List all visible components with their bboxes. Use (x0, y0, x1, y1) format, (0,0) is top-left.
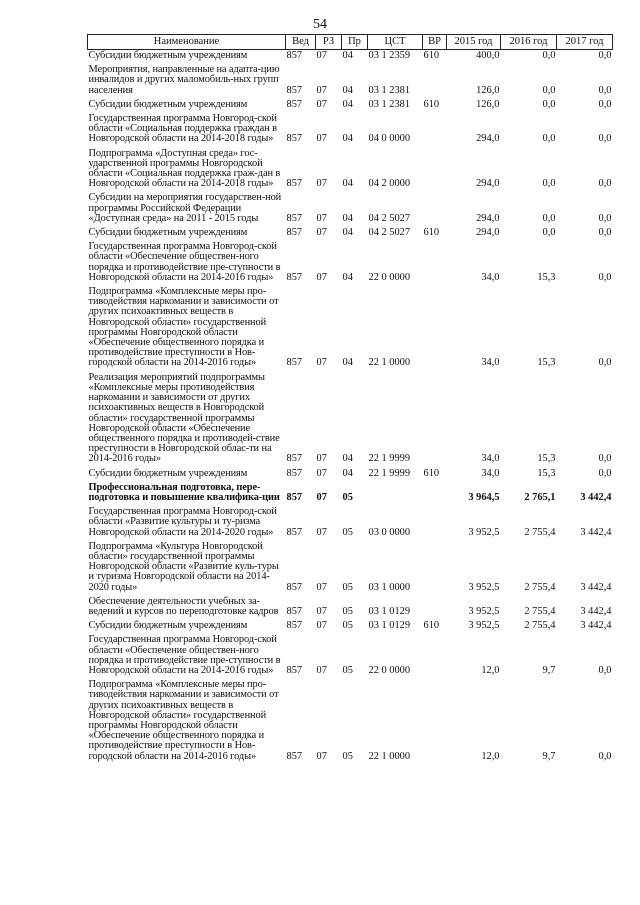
row-rz: 07 (316, 84, 327, 96)
row-2015: 34,0 (481, 453, 500, 465)
row-name: Подпрограмма «Культура Новгородской области» государственной программы Новгородской области «Развитие куль-туры и туризма Новгородской области на 2014-2020 годы» (88, 540, 279, 593)
row-pr: 05 (342, 664, 353, 676)
row-name: Субсидии бюджетным учреждениям (88, 227, 248, 239)
row-name: Субсидии бюджетным учреждениям (88, 620, 248, 632)
row-vr: 610 (423, 467, 440, 479)
row-2015: 34,0 (481, 271, 500, 283)
row-2015: 34,0 (481, 357, 500, 369)
row-pr: 04 (342, 98, 353, 110)
row-vr: 610 (423, 227, 440, 239)
row-ved: 857 (286, 84, 303, 96)
table-row (88, 99, 613, 113)
row-name: Субсидии бюджетным учреждениям (88, 50, 248, 61)
row-ved: 857 (286, 453, 303, 465)
row-vr (423, 596, 447, 620)
row-2015: 34,0 (481, 467, 500, 479)
row-vr: 610 (423, 50, 440, 61)
row-vr (423, 372, 447, 468)
row-name: Обеспечение деятельности учебных за-ведений и курсов по переподготовке кадров (88, 595, 279, 617)
row-2016: 0,0 (542, 98, 556, 110)
row-cst: 03 1 2359 (368, 50, 411, 61)
row-name: Государственная программа Новгород-ской области «Социальная поддержка граждан в Новгородской области на 2014-2018 годы» (88, 113, 277, 145)
row-cst: 03 1 0000 (368, 581, 411, 593)
row-vr: 610 (423, 98, 440, 110)
row-vr (423, 634, 447, 679)
row-name: Подпрограмма «Доступная среда» гос-ударственной программы Новгородской области «Социальная поддержка граж-дан в Новгородской области на 2014-2018 годы» (88, 147, 281, 190)
row-cst: 03 0 0000 (368, 526, 411, 538)
table-row (88, 192, 613, 227)
row-2016: 9,7 (542, 664, 556, 676)
table-body (88, 50, 613, 765)
row-rz: 07 (316, 178, 327, 190)
table-row (88, 620, 613, 634)
header-2015: 2015 год (447, 35, 501, 50)
row-2016: 9,7 (542, 750, 556, 762)
row-2015: 12,0 (481, 750, 500, 762)
row-cst: 22 1 0000 (368, 750, 411, 762)
row-cst: 22 1 9999 (368, 453, 411, 465)
header-2016: 2016 год (501, 35, 557, 50)
row-name: Подпрограмма «Комплексные меры про-тиводействия наркомании и зависимости от других психоактивных веществ в Новгородской области» государственной программы Новгородской области «Обеспечение общественного порядка и противодействие преступности в Нов-городской области на 2014-2016 годы» (88, 286, 279, 369)
row-2017: 0,0 (598, 98, 612, 110)
row-rz: 07 (316, 664, 327, 676)
row-2015: 294,0 (476, 133, 500, 145)
row-2017: 0,0 (598, 453, 612, 465)
row-2015: 126,0 (476, 98, 500, 110)
row-name: Государственная программа Новгород-ской области «Развитие культуры и ту-ризма Новгородской области на 2014-2020 годы» (88, 506, 277, 538)
row-2016: 2 755,4 (524, 581, 556, 593)
row-rz: 07 (316, 271, 327, 283)
row-2015: 294,0 (476, 212, 500, 224)
table-row (88, 113, 613, 148)
row-2015: 3 952,5 (468, 605, 500, 617)
row-2015: 294,0 (476, 178, 500, 190)
row-2017: 3 442,4 (580, 526, 612, 538)
row-pr: 04 (342, 84, 353, 96)
header-name: Наименование (88, 35, 286, 50)
row-cst: 22 1 9999 (368, 467, 411, 479)
row-2015: 3 964,5 (468, 491, 500, 503)
row-cst: 22 1 0000 (368, 357, 411, 369)
row-cst: 04 2 5027 (368, 212, 411, 224)
row-ved: 857 (286, 98, 303, 110)
row-2017: 3 442,4 (580, 605, 612, 617)
row-ved: 857 (286, 581, 303, 593)
row-2015: 3 952,5 (468, 526, 500, 538)
row-2017: 0,0 (598, 467, 612, 479)
row-rz: 07 (316, 50, 327, 61)
row-vr (423, 679, 447, 765)
row-ved: 857 (286, 227, 303, 239)
row-rz: 07 (316, 526, 327, 538)
row-vr (423, 192, 447, 227)
row-pr: 04 (342, 178, 353, 190)
row-cst: 22 0 0000 (368, 664, 411, 676)
row-2015: 126,0 (476, 84, 500, 96)
row-pr: 04 (342, 227, 353, 239)
table-row (88, 482, 613, 506)
row-rz: 07 (316, 750, 327, 762)
row-2017: 0,0 (598, 212, 612, 224)
row-rz: 07 (316, 133, 327, 145)
row-vr (423, 506, 447, 541)
row-name: Государственная программа Новгород-ской области «Обеспечение обществен-ного порядка и противодействие пре-ступности в Новгородской области на 2014-2016 годы» (88, 241, 281, 283)
row-2017: 3 442,4 (580, 491, 612, 503)
row-vr (423, 113, 447, 148)
row-pr: 04 (342, 133, 353, 145)
table-row (88, 227, 613, 241)
header-vr: ВР (423, 35, 447, 50)
row-2016: 0,0 (542, 212, 556, 224)
row-rz: 07 (316, 357, 327, 369)
row-name: Подпрограмма «Комплексные меры про-тиводействия наркомании и зависимости от других психоактивных веществ в Новгородской области» государственной программы Новгородской области «Обеспечение общественного порядка и противодействие преступности в Нов-городской области на 2014-2016 годы» (88, 679, 279, 762)
row-ved: 857 (286, 357, 303, 369)
header-2017: 2017 год (557, 35, 613, 50)
row-2016: 2 755,4 (524, 605, 556, 617)
row-2015: 294,0 (476, 227, 500, 239)
row-2016: 0,0 (542, 227, 556, 239)
header-pr: Пр (342, 35, 368, 50)
row-rz: 07 (316, 227, 327, 239)
row-name: Мероприятия, направленные на адапта-цию инвалидов и других маломобиль-ных групп населения (88, 64, 280, 96)
table-row (88, 50, 613, 65)
row-cst: 03 1 0129 (368, 620, 411, 632)
table-row (88, 506, 613, 541)
header-rz: РЗ (316, 35, 342, 50)
row-ved: 857 (286, 178, 303, 190)
row-name: Субсидии бюджетным учреждениям (88, 98, 248, 110)
row-cst (368, 482, 423, 506)
row-2017: 0,0 (598, 84, 612, 96)
row-ved: 857 (286, 664, 303, 676)
row-pr: 05 (342, 581, 353, 593)
row-ved: 857 (286, 271, 303, 283)
row-ved: 857 (286, 491, 303, 503)
row-pr: 04 (342, 212, 353, 224)
row-2017: 3 442,4 (580, 581, 612, 593)
row-2017: 0,0 (598, 664, 612, 676)
row-2015: 12,0 (481, 664, 500, 676)
row-pr: 04 (342, 357, 353, 369)
row-2016: 0,0 (542, 50, 556, 61)
row-2015: 3 952,5 (468, 620, 500, 632)
row-2016: 2 755,4 (524, 526, 556, 538)
row-2016: 15,3 (537, 467, 556, 479)
row-rz: 07 (316, 212, 327, 224)
row-rz: 07 (316, 453, 327, 465)
row-pr: 05 (342, 620, 353, 632)
row-name: Профессиональная подготовка, пере-подготовка и повышение квалифика-ции (88, 481, 280, 503)
row-rz: 07 (316, 491, 327, 503)
row-2016: 15,3 (537, 453, 556, 465)
row-vr (423, 482, 447, 506)
table-row (88, 286, 613, 372)
row-name: Субсидии на мероприятия государствен-ной программы Российской Федерации «Доступная среда» на 2011 - 2015 годы (88, 192, 282, 224)
table-row (88, 372, 613, 468)
row-2017: 0,0 (598, 271, 612, 283)
row-vr (423, 64, 447, 99)
row-vr (423, 286, 447, 372)
row-ved: 857 (286, 526, 303, 538)
row-pr: 05 (342, 750, 353, 762)
row-rz: 07 (316, 467, 327, 479)
row-rz: 07 (316, 581, 327, 593)
page-number: 54 (313, 17, 327, 32)
row-pr: 05 (342, 605, 353, 617)
table-row (88, 634, 613, 679)
header-cst: ЦСТ (368, 35, 423, 50)
row-ved: 857 (286, 212, 303, 224)
table-header-row (88, 35, 613, 50)
row-name: Реализация мероприятий подпрограммы «Комплексные меры противодействия наркомании и зависимости от других психоактивных веществ в Новгородской области» государственной программы Новгородской области «Обеспечение общественного порядка и противодей-ствие преступности в Новгородской облас-ти на 2014-2016 годы» (88, 371, 280, 465)
row-ved: 857 (286, 467, 303, 479)
row-rz: 07 (316, 605, 327, 617)
table-row (88, 596, 613, 620)
row-vr (423, 541, 447, 596)
row-2017: 3 442,4 (580, 620, 612, 632)
row-pr: 05 (342, 526, 353, 538)
row-2015: 3 952,5 (468, 581, 500, 593)
row-2016: 2 755,4 (524, 620, 556, 632)
row-cst: 03 1 0129 (368, 605, 411, 617)
row-ved: 857 (286, 133, 303, 145)
budget-table (87, 34, 613, 765)
row-2017: 0,0 (598, 133, 612, 145)
row-vr (423, 241, 447, 286)
row-2017: 0,0 (598, 227, 612, 239)
row-pr: 04 (342, 453, 353, 465)
row-name: Государственная программа Новгород-ской области «Обеспечение обществен-ного порядка и противодействие пре-ступности в Новгородской области на 2014-2016 годы» (88, 634, 281, 676)
row-cst: 04 2 0000 (368, 178, 411, 190)
row-2017: 0,0 (598, 178, 612, 190)
row-2016: 0,0 (542, 133, 556, 145)
row-cst: 22 0 0000 (368, 271, 411, 283)
row-ved: 857 (286, 620, 303, 632)
row-2017: 0,0 (598, 50, 612, 61)
row-name: Субсидии бюджетным учреждениям (88, 467, 248, 479)
row-rz: 07 (316, 98, 327, 110)
table-row (88, 679, 613, 765)
row-pr: 05 (342, 491, 353, 503)
row-2016: 2 765,1 (524, 491, 556, 503)
row-pr: 04 (342, 271, 353, 283)
row-cst: 04 0 0000 (368, 133, 411, 145)
row-ved: 857 (286, 605, 303, 617)
row-ved: 857 (286, 50, 303, 61)
row-2016: 0,0 (542, 84, 556, 96)
row-vr (423, 148, 447, 193)
table-row (88, 241, 613, 286)
row-cst: 03 1 2381 (368, 98, 411, 110)
row-2016: 15,3 (537, 357, 556, 369)
row-ved: 857 (286, 750, 303, 762)
row-cst: 04 2 5027 (368, 227, 411, 239)
table-row (88, 64, 613, 99)
table-row (88, 468, 613, 482)
table-row (88, 148, 613, 193)
header-ved: Вед (286, 35, 316, 50)
row-2015: 400,0 (476, 50, 500, 61)
row-pr: 04 (342, 467, 353, 479)
row-2016: 0,0 (542, 178, 556, 190)
row-2017: 0,0 (598, 357, 612, 369)
row-2016: 15,3 (537, 271, 556, 283)
row-2017: 0,0 (598, 750, 612, 762)
row-pr: 04 (342, 50, 353, 61)
row-vr: 610 (423, 620, 440, 632)
row-cst: 03 1 2381 (368, 84, 411, 96)
row-rz: 07 (316, 620, 327, 632)
table-row (88, 541, 613, 596)
